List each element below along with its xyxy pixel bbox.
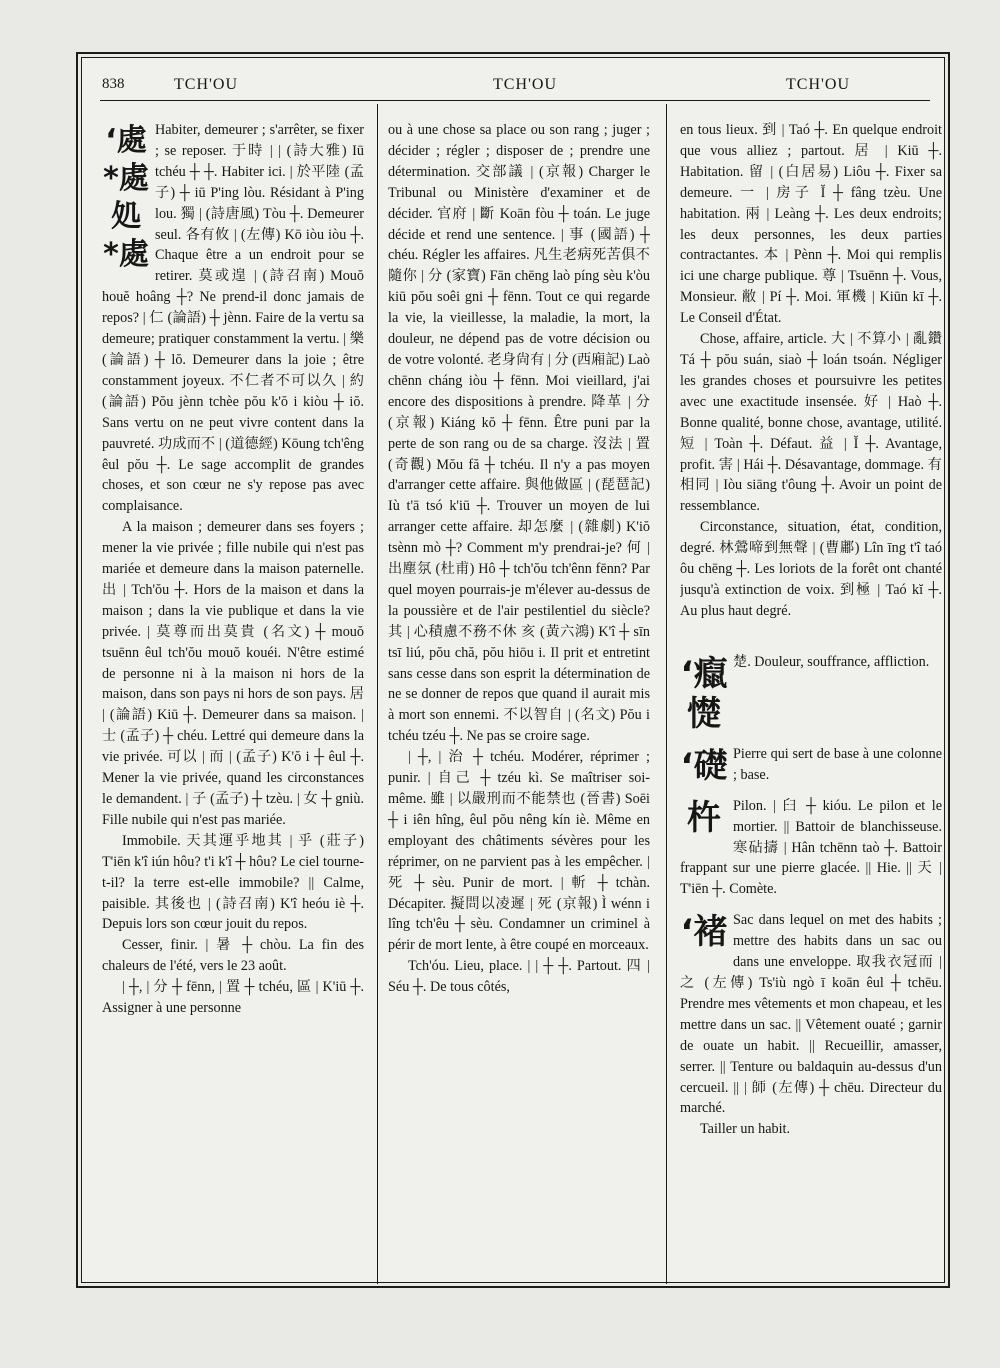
page-number: 838 — [102, 76, 125, 92]
definition-paragraph: Chose, affaire, article. 大 | 不算小 | 亂鑽 Tá ┼ pŏu suán, siaò ┼ loán tsoán. Négliger les grandes choses et poursuivre les petites avec une exactitude insensée. 好 | Haò ┼. Bonne qualité, bonne chose, avantage, utilité. 短 | Toàn ┼. Défaut. 益 | Ĭ ┼. Avantage, profit. 害 | Hái ┼. Désavantage, dommage. 有相同 | Iòu siāng t'ôung ┼. Avoir un point de ressemblance. — [680, 331, 942, 515]
entry-headword: ‘礎 — [680, 745, 728, 786]
entry-text: Sac dans lequel on met des habits ; mettre des habits dans un sac ou dans une enveloppe. 取我衣冠而 | 之 (左傳) Ts'iù ngò ī koān êul ┼ tchēu. Prendre mes vêtements et mon chapeau, et les mettre dans un sac. || Vêtement ouaté ; garnir de ouate un habit. || Recueillir, amasser, serrer. || Tenture ou baldaquin au-dessus d'un cercueil. || | 師 (左傳) ┼ chēu. Directeur du marché. — [680, 912, 942, 1117]
dictionary-entry — [680, 796, 942, 901]
entry-text: Pierre qui sert de base à une colonne ; base. — [733, 745, 942, 783]
running-header — [100, 70, 930, 102]
entry-headword — [102, 122, 150, 274]
definition-paragraph: Immobile. 天其運乎地其 | 乎 (莊子) T'iēn k'î iún hôu? t'i k'î ┼ hôu? Le ciel tourne-t-il? la terre est-elle immobile? || Calme, paisible. 其後也 | (詩召南) K'î heóu iè ┼. Depuis lors son cœur jouit du repos. — [102, 832, 364, 933]
column-middle — [388, 120, 650, 1284]
column-separator — [666, 104, 667, 1284]
definition-paragraph: Cesser, finir. | 暑 ┼ chòu. La fin des chaleurs de l'été, vers le 23 août. — [102, 937, 364, 975]
header-rule — [100, 100, 930, 101]
entry-text: Pilon. | 臼 ┼ kióu. Le pilon et le mortier. || Battoir de blanchisseuse. 寒砧擣 | Hân tchēnn taò ┼. Battoir frappant sur une pierre glacée. || Hie. || 天 | T'iēn ┼. Comète. — [680, 797, 942, 898]
entry-headword: 杵 — [687, 797, 721, 838]
running-head-right: TCH'OU — [786, 76, 850, 93]
definition-paragraph: | ┼, | 治 ┼ tchéu. Modérer, réprimer ; punir. | 自己 ┼ tzéu kì. Se maîtriser soi-même. 雖 | 以嚴刑而不能禁也 (晉書) Soēi ┼ i iên hîng, êul pŏu nêng kín iè. Même en employant des châtiments sévères pour les réprimer, on ne parvient pas à les empêcher. | 死 ┼ sèu. Punir de mort. | 斬 ┼ tchàn. Décapiter. 擬問以凌遲 | 死 (京報) Ì wénn i lîng tch'êu ┼ sèu. Condamner un criminel à périr de mort lente, à être coupé en morceaux. — [388, 749, 650, 954]
column-separator — [377, 104, 378, 1284]
definition-paragraph: en tous lieux. 到 | Taó ┼. En quelque endroit que vous alliez ; partout. 居 | Kiū ┼. Habitation. 留 | (白居易) Liôu ┼. Fixer sa demeure. 一 | 房子 Ĭ ┼ fâng tzèu. Une habitation. 兩 | Leàng ┼. Les deux endroits; les deux personnes, les deux parties contractantes. 本 | Pènn ┼. Moi qui remplis ici une charge publique. 尊 | Tsuēnn ┼. Vous, Monsieur. 敝 | Pí ┼. Moi. 軍機 | Kiūn kī ┼. Le Conseil d'État. — [680, 122, 942, 327]
entry-text: 楚. Douleur, souffrance, affliction. — [733, 653, 930, 670]
running-head-left: TCH'OU — [174, 76, 238, 93]
headword-char: *處 — [103, 161, 149, 196]
definition-paragraph: Circonstance, situation, état, condition, degré. 林鶯啼到無聲 | (曹鄘) Lîn īng t'î taó ôu chēng ┼. Les loriots de la forêt ont chanté jusqu'à extinction de voix. 到極 | Taó kĭ ┼. Au plus haut degré. — [680, 519, 942, 619]
dictionary-entry — [680, 652, 942, 734]
definition-paragraph: | ┼, | 分 ┼ fēnn, | 置 ┼ tchéu, 區 | K'iū ┼. Assigner à une personne — [102, 979, 364, 1017]
definition-paragraph: A la maison ; demeurer dans ses foyers ; mener la vie privée ; fille nubile qui n'est pas mariée et demeure dans la maison paternelle. 出 | Tch'ŏu ┼. Hors de la maison et dans la maison ; dans la vie publique et dans la vie privée. | 莫尊而出莫貴 (名文) ┼ mouŏ tsuēnn êul tch'ŏu mouŏ kouéi. N'être estimé de personne ni à la maison ni hors de la maison, dans son pays ni hors de son pays. 居 | (論語) Kiū ┼. Demeurer dans sa maison. | 士 (孟子) ┼ chéu. Lettré qui demeure dans la vie privée. 可以 | 而 | (孟子) K'ŏ i ┼ êul ┼. Mener la vie privée, quand les circonstances le demandent. | 子 (孟子) ┼ tzèu. | 女 ┼ gniù. Fille nubile qui n'est pas mariée. — [102, 519, 364, 828]
entry-gap — [680, 622, 942, 642]
dictionary-entry — [680, 910, 942, 1119]
definition-paragraph: ou à une chose sa place ou son rang ; juger ; décider ; régler ; disposer de ; prendre une détermination. 交部議 | (京報) Charger le Tribunal ou Ministère d'examiner et de décider. 官府 | 斷 Koān fòu ┼ toán. Le juge décide et rend une sentence. | 事 (國語) ┼ chéu. Régler les affaires. 凡生老病死苦俱不隨你 | 分 (家寶) Fān chēng laò píng sèu k'òu kiū pŏu soêi gni ┼ fēnn. Tout ce qui regarde la vie, la vieillesse, la maladie, la mort, la douleur, ne dépend pas de votre décision ou de votre volonté. 老身尙有 | 分 (西廂記) Laò chēnn cháng iòu ┼ fēnn. Moi vieillard, j'ai encore des dispositions à prendre. 降革 | 分 (京報) Kiáng kŏ ┼ fēnn. Être puni par la perte de son rang ou de sa charge. 沒法 | 置 (奇觀) Mŏu fă ┼ tchéu. Il n'y a pas moyen d'arranger cette affaire. 與他做區 | (琵琶記) Iù t'ā tsó k'iū ┼. Trouver un moyen de lui arranger cette affaire. 却怎麼 | (雜劇) K'iŏ tsènn mò ┼? Comment m'y prendrai-je? 何 | 出塵氛 (杜甫) Hô ┼ tch'ŏu tch'ênn fēnn? Par quel moyen pourrais-je m'élever au-dessus de la poussière et de l'air pestilentiel du siècle? 其 | 心積慮不務不休 亥 (黃六鴻) K'î ┼ sīn tsī liú, pŏu chă, pŏu hiōu i. Il prit et entretint sans cesse dans son esprit la détermination de ne se donner de repos que quand il aurait mis à mort son ennemi. 不以智自 | (名文) Pŏu i tchéu tzéu ┼. Ne pas se croire sage. — [388, 122, 650, 745]
headword-char: 処 — [111, 199, 141, 234]
running-head-center: TCH'OU — [493, 76, 557, 93]
column-right — [680, 120, 942, 1284]
definition-paragraph: Tch'óu. Lieu, place. | | ┼ ┼. Partout. 四 | Séu ┼. De tous côtés, — [388, 958, 650, 996]
entry-headword: ‘癙 憷 — [680, 653, 728, 734]
headword-char: ‘處 — [105, 123, 147, 158]
dictionary-entry — [680, 744, 942, 786]
definition-paragraph: Habiter, demeurer ; s'arrêter, se fixer ; se reposer. 于時 | | (詩大雅) Iū tchéu ┼ ┼. Habiter ici. | 於平陸 (孟子) ┼ iū P'ing lòu. Résidant à P'ing lou. 獨 | (詩唐風) Tòu ┼. Demeurer seul. 各有攸 | (左傳) Kō iòu iòu ┼. Chaque être a un endroit pour se retirer. 莫或遑 | (詩召南) Mouŏ houĕ hoâng ┼? Ne prend-il donc jamais de repos? | 仁 (論語) ┼ jènn. Faire de la vertu sa demeure; pratiquer constamment la vertu. | 樂 (論語) ┼ lŏ. Demeurer dans la joie ; être constamment joyeux. 不仁者不可以久 | 約 (論語) Pŏu jènn tchèe pŏu k'ŏ i kiòu ┼ iŏ. Sans vertu on ne peut vivre content dans la pauvreté. 功成而不 | (道德經) Kōung tch'êng êul pŏu ┼. Le sage accomplit de grandes choses, et son cœur ne s'y repose pas avec complaisance. — [102, 122, 364, 515]
entry-text: Tailler un habit. — [700, 1121, 791, 1138]
entry-headword: ‘褚 — [680, 912, 728, 953]
headword-char: *處 — [103, 237, 149, 272]
column-left — [102, 120, 364, 1284]
